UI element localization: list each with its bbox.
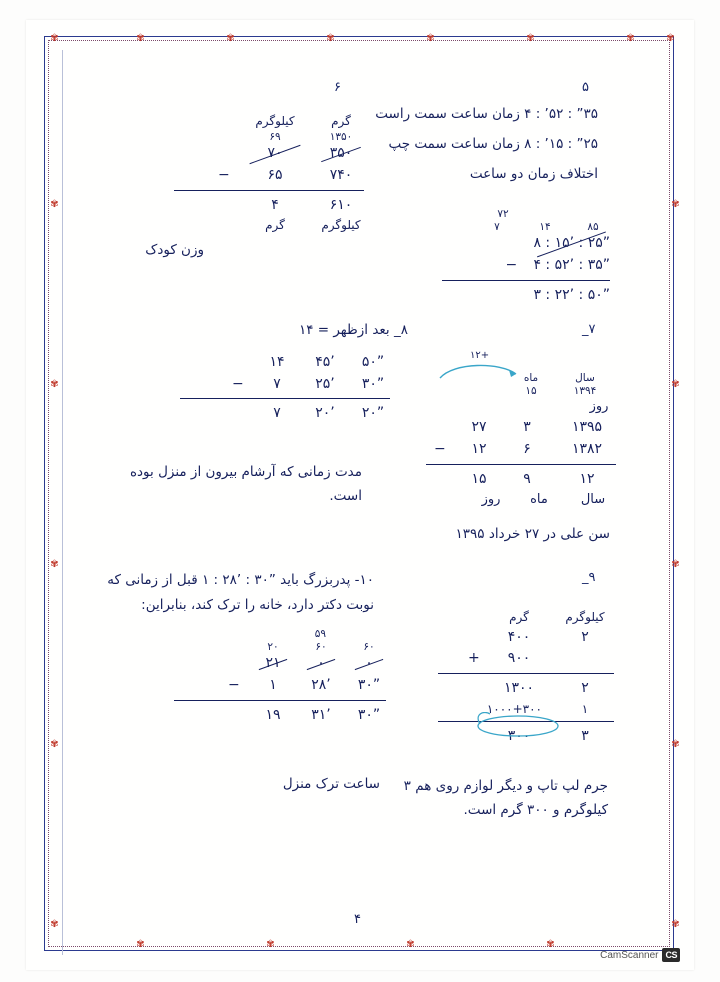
problem-8-subtrahend-s: ۳۰” bbox=[361, 375, 385, 392]
problem-7-minuend-day: ۲۷ bbox=[471, 419, 487, 436]
problem-7-header-day: روز bbox=[589, 399, 609, 415]
problem-8-minuend-m: ۴۵’ bbox=[315, 354, 335, 370]
problem-6-number: ۶ bbox=[334, 80, 341, 95]
floral-mark-icon: ✾ bbox=[50, 919, 59, 930]
problem-8-result-m: ۲۰’ bbox=[315, 405, 335, 422]
problem-9-header-kg: کیلوگرم bbox=[565, 610, 605, 624]
problem-9-number: ۹_ bbox=[582, 570, 596, 585]
problem-10-subtrahend-s: ۳۰” bbox=[357, 676, 381, 693]
problem-6-result-kg: ۴ bbox=[271, 196, 279, 213]
problem-7-subtrahend-year: ۱۳۸۲ bbox=[571, 441, 603, 458]
problem-8-working bbox=[180, 352, 390, 425]
problem-7-small-carry-month: ۱۵ bbox=[525, 384, 537, 397]
problem-10-result-s: ۳۰” bbox=[357, 706, 381, 723]
problem-10-carry-m: ۶۰ bbox=[315, 640, 327, 653]
problem-10-result-h: ۱۹ bbox=[265, 706, 281, 723]
problem-7-working bbox=[426, 372, 616, 511]
problem-10-subtrahend-m: ۲۸’ bbox=[311, 676, 331, 693]
problem-6-footer-kg: کیلوگرم bbox=[321, 218, 361, 233]
problem-7-footer-day: روز bbox=[481, 492, 501, 508]
problem-7-operator: − bbox=[434, 441, 446, 458]
problem-7-small-carry-year: ۱۳۹۴ bbox=[573, 384, 597, 397]
problem-10-operator: − bbox=[228, 676, 240, 693]
problem-7-caption: سن علی در ۲۷ خرداد ۱۳۹۵ bbox=[455, 526, 610, 542]
problem-9-carry-expression: ۱۰۰۰+۳۰۰ bbox=[486, 701, 542, 716]
problem-8-operator: − bbox=[232, 375, 244, 392]
problem-8-minuend-h: ۱۴ bbox=[269, 354, 285, 370]
problem-7-minuend-month: ۳ bbox=[523, 419, 531, 436]
problem-6-operator: − bbox=[218, 166, 230, 183]
floral-mark-icon: ✾ bbox=[526, 33, 535, 44]
problem-10-working bbox=[174, 628, 386, 726]
problem-6-carry-g: ۱۳۵۰ bbox=[329, 130, 353, 143]
page-number: ۴ bbox=[354, 912, 361, 927]
problem-8-subtrahend-m: ۲۵’ bbox=[315, 375, 335, 392]
handwritten-content bbox=[70, 60, 660, 940]
floral-mark-icon: ✾ bbox=[226, 33, 235, 44]
problem-8-result-s: ۲۰” bbox=[361, 405, 385, 422]
problem-7-subtrahend-month: ۶ bbox=[523, 441, 531, 458]
problem-6-working bbox=[174, 112, 364, 235]
floral-mark-icon: ✾ bbox=[50, 559, 59, 570]
problem-6-subtrahend-g: ۷۴۰ bbox=[329, 166, 353, 183]
floral-mark-icon: ✾ bbox=[666, 33, 675, 44]
floral-mark-icon: ✾ bbox=[546, 939, 555, 950]
problem-10-subtrahend-h: ۱ bbox=[269, 676, 277, 693]
floral-mark-icon: ✾ bbox=[671, 379, 680, 390]
problem-5-carry-seconds: ۸۵ bbox=[587, 220, 599, 233]
problem-7-result-year: ۱۲ bbox=[579, 470, 595, 487]
problem-5-line-2: ۲۵” : ۱۵’ : ۸ زمان ساعت سمت چپ bbox=[388, 136, 598, 152]
floral-mark-icon: ✾ bbox=[671, 199, 680, 210]
camscanner-label: CamScanner bbox=[600, 949, 659, 961]
floral-mark-icon: ✾ bbox=[626, 33, 635, 44]
problem-9-carry-kg: ۱ bbox=[581, 701, 589, 716]
problem-7-footer-month: ماه bbox=[530, 492, 548, 508]
problem-5-number: ۵ bbox=[582, 80, 589, 95]
problem-10-carry-top: ۵۹ bbox=[314, 628, 326, 640]
floral-mark-icon: ✾ bbox=[50, 379, 59, 390]
problem-9-result-g: ۳۰۰ bbox=[507, 728, 531, 745]
problem-6-header-kg: کیلوگرم bbox=[255, 114, 295, 128]
problem-9-caption: جرم لپ تاپ و دیگر لوازم روی هم ۳ کیلوگرم و ۳۰۰ گرم است. bbox=[403, 778, 608, 819]
problem-10-caption: ساعت ترک منزل bbox=[282, 776, 380, 792]
problem-10-title: ۱۰- پدربزرگ باید ”۳۰ : ’۲۸ : ۱ قبل از زمانی که نوبت دکتر دارد، خانه را ترک کند، بنابراین: bbox=[107, 572, 374, 613]
problem-6-carry-kg: ۶۹ bbox=[269, 130, 281, 143]
problem-7-result-day: ۱۵ bbox=[471, 470, 487, 487]
problem-7-subtrahend-day: ۱۲ bbox=[471, 441, 487, 458]
problem-10-carry-s: ۶۰ bbox=[363, 640, 375, 653]
problem-6-caption: وزن کودک bbox=[145, 242, 204, 258]
problem-8-caption: مدت زمانی که آرشام بیرون از منزل بوده است. bbox=[129, 464, 362, 505]
problem-7-small-header-year: سال bbox=[575, 372, 595, 384]
problem-8-minuend-s: ۵۰” bbox=[361, 354, 385, 370]
problem-5-result: ۳ : ۲۲’ : ۵۰” bbox=[533, 286, 610, 303]
floral-mark-icon: ✾ bbox=[406, 939, 415, 950]
problem-8-subtrahend-h: ۷ bbox=[273, 375, 281, 392]
problem-5-subtrahend: ۴ : ۵۲’ : ۳۵” bbox=[533, 256, 610, 273]
problem-10-struck-m: ۰ bbox=[304, 653, 338, 675]
binder-spine-line bbox=[62, 50, 63, 955]
problem-7-number: ۷_ bbox=[582, 322, 596, 337]
floral-mark-icon: ✾ bbox=[266, 939, 275, 950]
problem-5-carry-top: ۷۲ bbox=[497, 208, 509, 220]
problem-7-carry-note: ۱۲+ bbox=[470, 350, 490, 361]
problem-10-struck-s: ۰ bbox=[352, 653, 386, 675]
problem-10-carry-h: ۲۰ bbox=[267, 640, 279, 653]
problem-7-result-month: ۹ bbox=[523, 470, 531, 487]
problem-6-subtrahend-kg: ۶۵ bbox=[267, 166, 283, 183]
problem-10-struck-h: ۲۱ bbox=[256, 653, 290, 675]
problem-9-regroup-circle-icon bbox=[474, 712, 560, 738]
problem-5-operator: − bbox=[505, 256, 518, 273]
problem-5-carry-minutes: ۱۴ bbox=[539, 220, 551, 233]
problem-5-line-1: ۳۵” : ۵۲’ : ۴ زمان ساعت سمت راست bbox=[375, 106, 598, 122]
floral-mark-icon: ✾ bbox=[136, 939, 145, 950]
problem-9-addend2-kg bbox=[556, 648, 614, 670]
problem-9-sum-kg: ۲ bbox=[581, 679, 589, 696]
problem-7-footer-year: سال bbox=[580, 492, 606, 508]
problem-6-struck-kg: ۷۰ bbox=[246, 143, 304, 165]
camscanner-watermark bbox=[600, 948, 680, 962]
problem-8-title: ۸_ بعد ازظهر = ۱۴ bbox=[298, 322, 408, 338]
problem-5-working bbox=[442, 208, 610, 306]
problem-9-result-kg: ۳ bbox=[581, 728, 589, 745]
problem-6-footer-g: گرم bbox=[265, 218, 285, 233]
problem-5-carry-hours: ۷ bbox=[494, 220, 500, 233]
problem-9-header-g: گرم bbox=[509, 610, 529, 624]
problem-9-sum-g: ۱۳۰۰ bbox=[503, 679, 535, 696]
problem-7-small-header-month: ماه bbox=[523, 372, 539, 384]
floral-mark-icon: ✾ bbox=[426, 33, 435, 44]
problem-6-result-g: ۶۱۰ bbox=[329, 196, 353, 213]
problem-9-addend1-g: ۴۰۰ bbox=[507, 628, 531, 645]
problem-9-addend1-kg: ۲ bbox=[581, 628, 589, 645]
floral-mark-icon: ✾ bbox=[50, 33, 59, 44]
problem-5-minuend: ۸ : ۱۵’ : ۲۵” bbox=[533, 233, 610, 255]
problem-6-struck-g: ۳۵۰ bbox=[318, 143, 364, 165]
paper-sheet bbox=[26, 20, 694, 970]
floral-mark-icon: ✾ bbox=[326, 33, 335, 44]
floral-mark-icon: ✾ bbox=[50, 739, 59, 750]
floral-mark-icon: ✾ bbox=[671, 739, 680, 750]
problem-6-header-g: گرم bbox=[331, 114, 351, 128]
problem-10-result-m: ۳۱’ bbox=[311, 706, 331, 723]
problem-9-operator: + bbox=[468, 650, 480, 667]
problem-9-addend2-g: ۹۰۰ bbox=[507, 650, 531, 667]
floral-mark-icon: ✾ bbox=[50, 199, 59, 210]
floral-mark-icon: ✾ bbox=[136, 33, 145, 44]
floral-mark-icon: ✾ bbox=[671, 559, 680, 570]
problem-5-line-3: اختلاف زمان دو ساعت bbox=[469, 166, 598, 182]
camscanner-badge: CS bbox=[662, 948, 680, 962]
problem-8-result-h: ۷ bbox=[273, 405, 281, 422]
problem-7-minuend-year: ۱۳۹۵ bbox=[571, 419, 603, 436]
floral-mark-icon: ✾ bbox=[671, 919, 680, 930]
